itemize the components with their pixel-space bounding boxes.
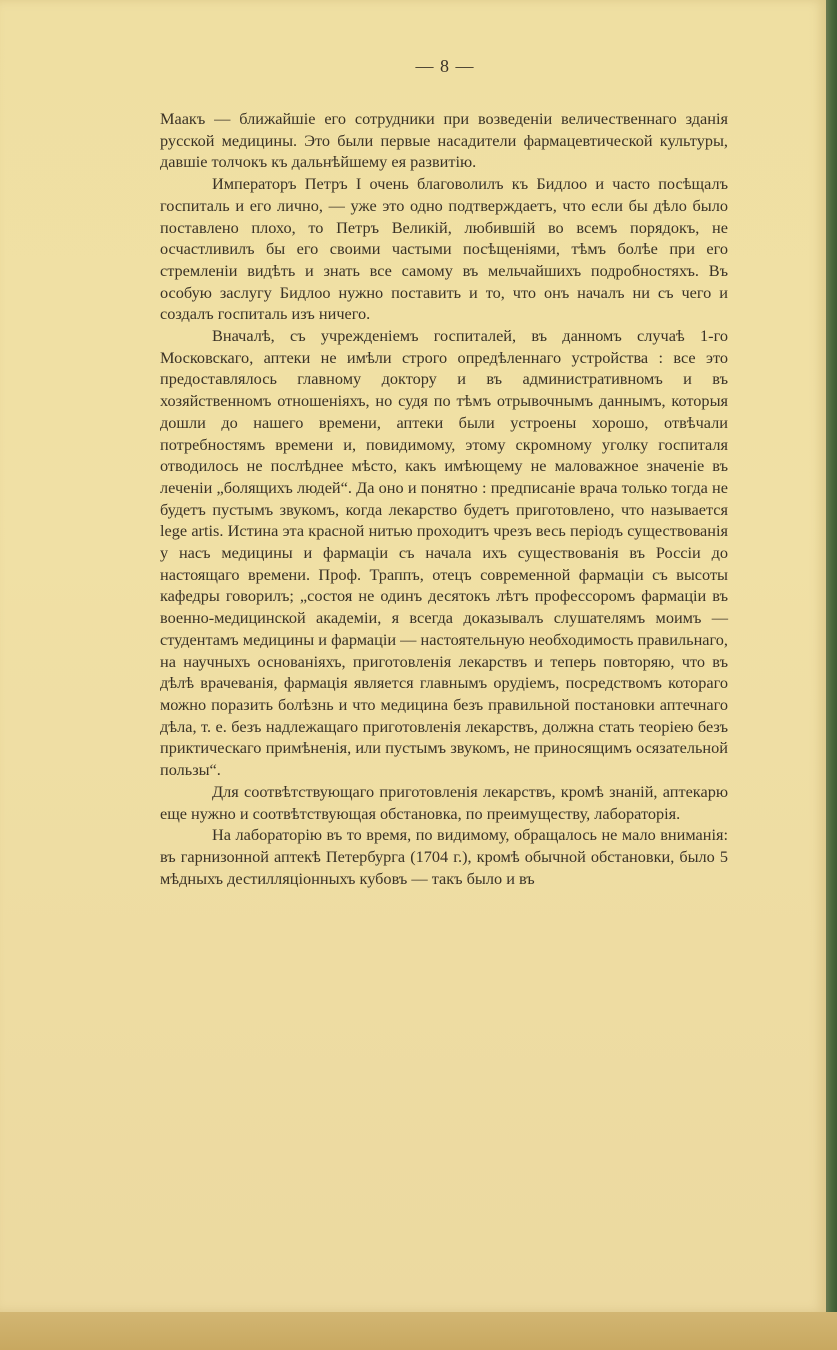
paragraph-4: Для соотвѣтствующаго приготовленiя лекарствъ, кромѣ знанiй, аптекарю еще нужно и соотвѣтствующая обстановка, по преимуществу, лабораторiя. [160, 781, 728, 823]
book-spine-edge [826, 0, 837, 1312]
page-number: — 8 — [415, 56, 475, 76]
body-text [160, 108, 728, 889]
paragraph-1: Маакъ — ближайшiе его сотрудники при возведенiи величественнаго зданiя русской медицины. Это были первые насадители фармацевтической культуры, давшiе толчокъ къ дальнѣйшему ея развитiю. [160, 109, 728, 172]
page-bottom-edge [0, 1312, 837, 1350]
paragraph-2: Императоръ Петръ I очень благоволилъ къ Бидлоо и часто посѣщалъ госпиталь и его лично, — уже это одно подтверждаетъ, что если бы дѣло было поставлено плохо, то Петръ Великiй, любившiй во всемъ порядокъ, не осчастливилъ бы его своими частыми посѣщенiями, тѣмъ болѣе при его стремленiи видѣть и знать все самому въ мельчайшихъ подробностяхъ. Въ особую заслугу Бидлоо нужно поставить и то, что онъ началъ ни съ чего и создалъ госпиталь изъ ничего. [160, 174, 728, 324]
paragraph-5: На лабораторiю въ то время, по видимому, обращалось не мало вниманiя: въ гарнизонной аптекѣ Петербурга (1704 г.), кромѣ обычной обстановки, было 5 мѣдныхъ дестилляцiонныхъ кубовъ — такъ было и въ [160, 825, 728, 888]
paragraph-3: Вначалѣ, съ учрежденiемъ госпиталей, въ данномъ случаѣ 1-го Московскаго, аптеки не имѣли строго опредѣленнаго устройства : все это предоставлялось главному доктору и въ административномъ и въ хозяйственномъ отношенiяхъ, но судя по тѣмъ отрывочнымъ даннымъ, которыя дошли до нашего времени, аптеки были устроены хорошо, отвѣчали потребностямъ времени и, повидимому, этому скромному уголку госпиталя отводилось не послѣднее мѣсто, какъ имѣющему не маловажное значенiе въ леченiи „болящихъ людей“. Да оно и понятно : предписанiе врача только тогда не будетъ пустымъ звукомъ, когда лекарство будетъ приготовлено, что называется lege artis. Истина эта красной нитью проходитъ чрезъ весь перiодъ существованiя у насъ медицины и фармацiи съ начала ихъ существованiя въ Россiи до настоящаго времени. Проф. Траппъ, отецъ современной фармацiи съ высоты кафедры говорилъ; „состоя не одинъ десятокъ лѣтъ профессоромъ фармацiи въ военно-медицинской академiи, я всегда доказывалъ слушателямъ моимъ — студентамъ медицины и фармацiи — настоятельную необходимость правильнаго, на научныхъ основанiяхъ, приготовленiя лекарствъ и теперь повторяю, что въ дѣлѣ врачеванiя, фармацiя является главнымъ орудiемъ, посредствомъ котораго можно поразить болѣзнь и что медицина безъ правильной постановки аптечнаго дѣла, т. е. безъ надлежащаго приготовленiя лекарствъ, должна стать теорiею безъ приктическаго примѣненiя, или пустымъ звукомъ, не приносящимъ осязательной пользы“. [160, 326, 728, 780]
